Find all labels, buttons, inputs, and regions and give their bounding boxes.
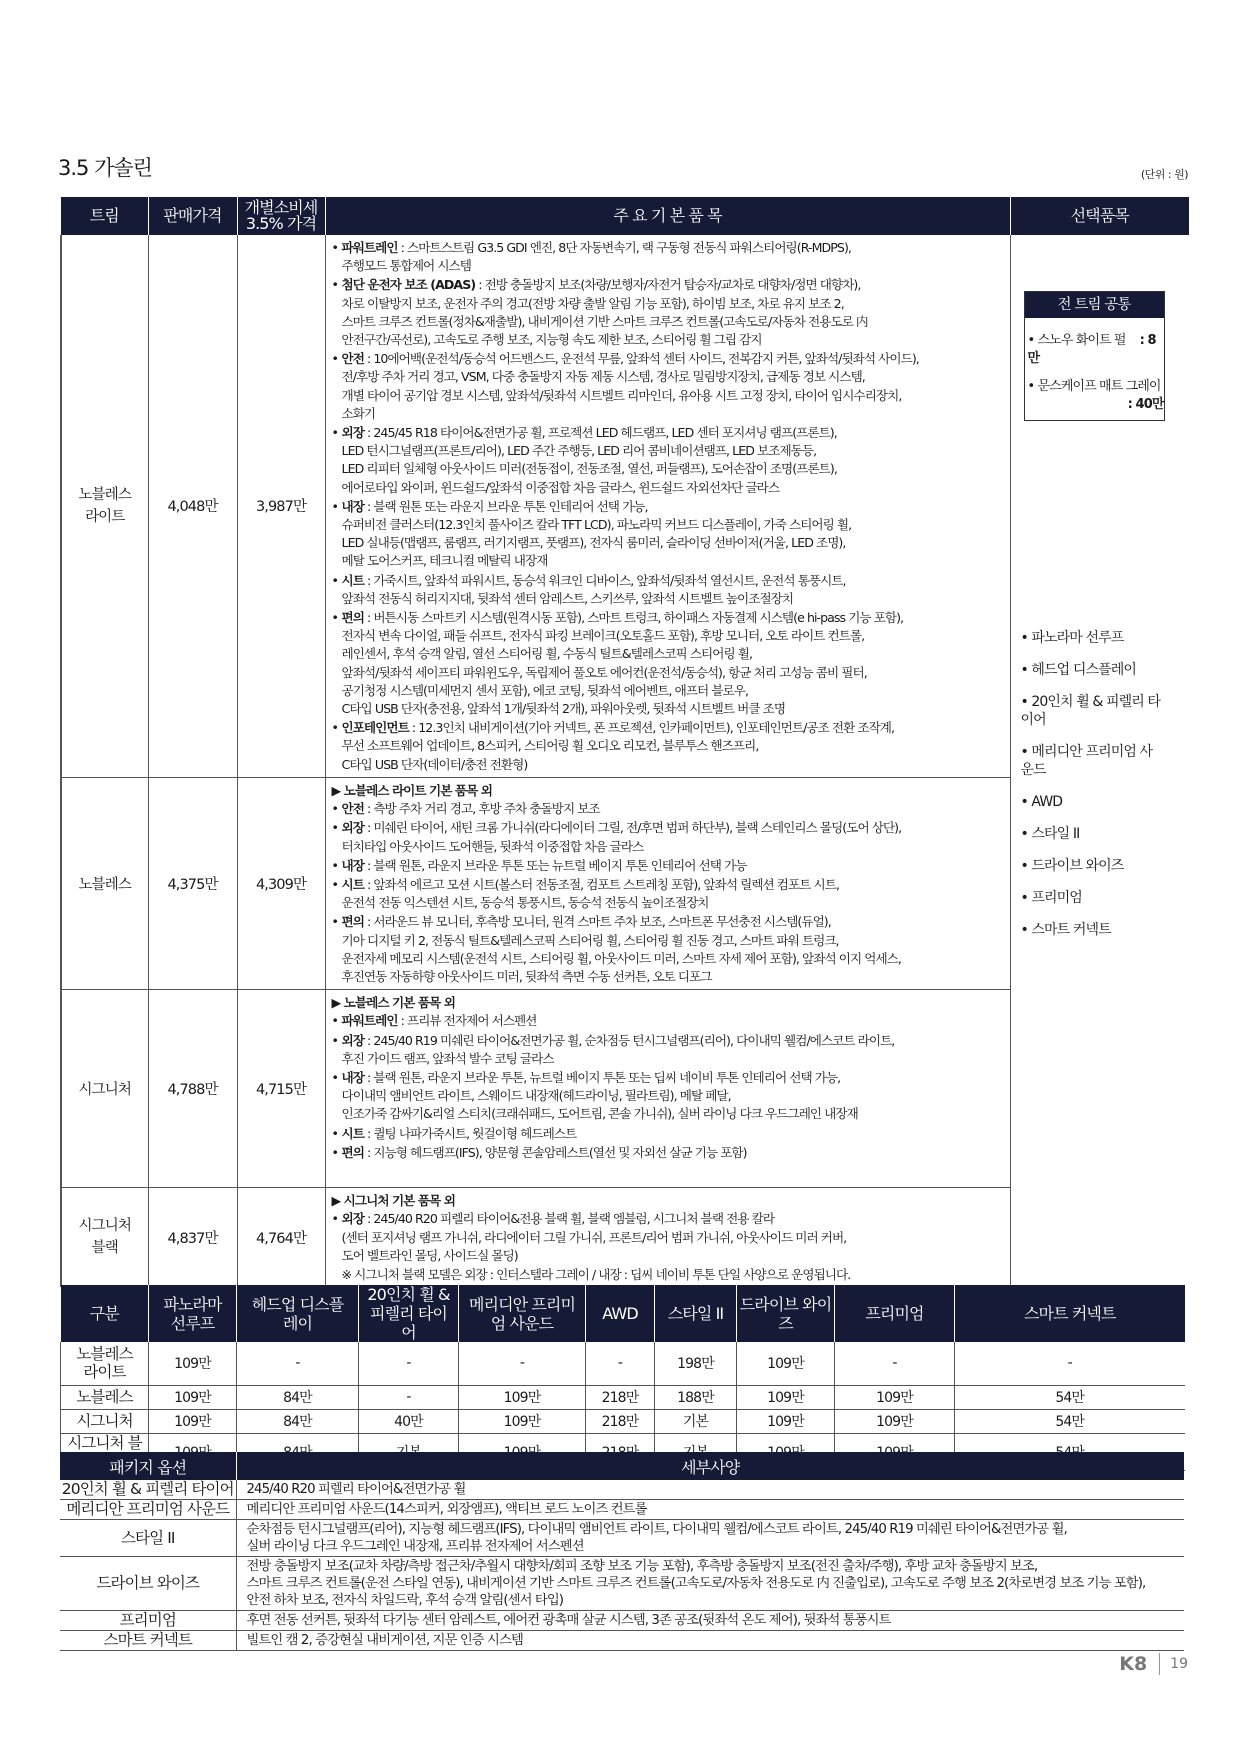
feature-line: • 안전 : 측방 주차 거리 경고, 후방 주차 충돌방지 보조 [332,800,1004,818]
bullet: • [331,351,338,367]
price-cell: 109만 [737,1385,835,1409]
price-cell: - [459,1342,586,1385]
trim-tax-price: 3,987만 [237,235,325,777]
package-detail-line: 순차점등 턴시그널램프(리어), 지능형 헤드램프(IFS), 다이내믹 앰비언트 라이트, 다이내믹 웰컴/에스코트 라이트, 245/40 R19 미쉐린 타이어&전면가공 휠, [246,1522,1067,1537]
feature-line: • 외장 : 미쉐린 타이어, 새틴 크롬 가니쉬(라디에이터 그릴, 전/후면 범퍼 하단부), 블랙 스테인리스 몰딩(도어 상단), [332,819,1004,837]
package-row [60,1631,1184,1651]
feature-text: 안전구간/곡선로), 고속도로 주행 보조, 지능형 속도 제한 보조, 스티어링 휠 그립 감지 [341,332,762,348]
price-cell: 109만 [835,1409,955,1433]
bullet: • [331,610,338,626]
price-col-header: 파노라마 선루프 [149,1285,237,1342]
common-options-box [1024,291,1165,421]
feature-line [332,1050,1004,1068]
bullet: • [331,425,338,441]
price-cell: 기본 [655,1409,737,1433]
feature-line [332,387,1004,405]
feature-group [332,1210,1004,1265]
feature-text: 측방 주차 거리 경고, 후방 주차 충돌방지 보조 [373,801,600,817]
feature-line: • 내장 : 블랙 원톤 또는 라운지 브라운 투톤 인테리어 선택 가능, [332,498,1004,516]
feature-line [332,700,1004,718]
price-col-header: 메리디안 프리미엄 사운드 [459,1285,586,1342]
common-options-title: 전 트림 공통 [1025,292,1164,318]
bullet: • [331,1069,338,1085]
feature-line [332,664,1004,682]
feature-line [332,516,1004,534]
package-detail [236,1631,1184,1651]
bullet: • [331,1032,338,1048]
feature-group [332,498,1004,571]
feature-text: 미쉐린 타이어, 새틴 크롬 가니쉬(라디에이터 그릴, 전/후면 범퍼 하단부), 블랙 스테인리스 몰딩(도어 상단), [373,820,902,836]
trim-features [325,990,1010,1188]
price-row [61,1409,1185,1433]
trim-tax-price: 4,309만 [237,777,325,989]
option-list-item: • 헤드업 디스플레이 [1020,662,1136,678]
col-header-options: 선택품목 [1010,197,1189,235]
feature-line [332,756,1004,774]
trim-note: ※ 시그니처 블랙 모델은 외장 : 인터스텔라 그레이 / 내장 : 딥씨 네이비 투톤 단일 사양으로 운영됩니다. [341,1266,851,1282]
feature-line [332,257,1004,275]
feature-line [332,460,1004,478]
package-name: 스타일 II [60,1520,236,1557]
feature-label: 외장 [341,820,364,836]
option-name: 스타일 II [1031,826,1080,842]
package-name: 드라이브 와이즈 [60,1557,236,1611]
package-detail [236,1611,1184,1631]
feature-line [332,894,1004,912]
feature-label: 내장 [341,498,364,514]
feature-text: 개별 타이어 공기압 경보 시스템, 앞좌석/뒷좌석 시트벨트 리마인더, 유아용 시트 고정 장치, 타이어 임시수리장치, [341,387,902,403]
trim-name: 시그니처 [61,990,148,1188]
package-detail-line: 안전 하차 보조, 전자식 차일드락, 후석 승객 알림(센서 타입) [246,1593,564,1608]
feature-text: 앞좌석 전동식 허리지지대, 뒷좌석 센터 암레스트, 스키쓰루, 앞좌석 시트벨트 높이조절장치 [341,590,794,606]
option-list-item: • 드라이브 와이즈 [1020,858,1124,874]
price-row-label: 시그니처 블 [61,1433,149,1470]
feature-label: 시트 [341,1125,364,1141]
feature-line: • 시트 : 가죽시트, 앞좌석 파워시트, 동승석 워크인 디바이스, 앞좌석/뒷좌석 열선시트, 운전석 통풍시트, [332,572,1004,590]
feature-line [332,552,1004,570]
feature-label: 내장 [341,857,364,873]
price-col-header: 구분 [61,1285,149,1342]
option-list-item: • 메리디안 프리미엄 사운드 [1020,744,1153,778]
trim-price: 4,837만 [148,1188,237,1287]
feature-label: 시트 [341,572,364,588]
price-cell: - [237,1342,359,1385]
price-row-label: 시그니처 [61,1409,149,1433]
trim-price: 4,788만 [148,990,237,1188]
feature-text: 인조가죽 감싸기&리얼 스티치(크래쉬패드, 도어트림, 콘솔 가니쉬), 실버 라이닝 다크 우드그레인 내장재 [341,1106,858,1122]
trim-features [325,235,1010,777]
feature-line [332,627,1004,645]
common-option-item: • 문스케이프 매트 그레이 : 40만 [1027,379,1164,412]
price-col-header: 프리미엄 [835,1285,955,1342]
package-detail [236,1520,1184,1557]
trim-tax-price: 4,715만 [237,990,325,1188]
bullet: • [331,857,338,873]
feature-line: • 인포테인먼트 : 12.3인치 내비게이션(기아 커넥트, 폰 프로젝션, 인카페이먼트), 인포테인먼트/공조 전환 조작계, [332,719,1004,737]
col-header-tax-price: 개별소비세 3.5% 가격 [237,197,325,235]
option-name: 프리미엄 [1031,890,1082,906]
feature-text: 12.3인치 내비게이션(기아 커넥트, 폰 프로젝션, 인카페이먼트), 인포테인먼트/공조 전환 조작계, [418,720,895,736]
price-col-header: 스마트 커넥트 [955,1285,1185,1342]
feature-group [332,572,1004,608]
feature-line: • 파워트레인 : 프리뷰 전자제어 서스펜션 [332,1012,1004,1030]
feature-line: • 시트 : 앞좌석 에르고 모션 시트(볼스터 전동조절, 컴포트 스트레칭 포함), 앞좌석 릴렉션 컴포트 시트, [332,876,1004,894]
price-cell: 218만 [586,1385,655,1409]
feature-line [332,368,1004,386]
feature-line [332,682,1004,700]
price-cell: - [586,1342,655,1385]
package-row [60,1557,1184,1611]
package-detail [236,1557,1184,1611]
feature-line [332,442,1004,460]
feature-text: 터치타입 아웃사이드 도어핸들, 뒷좌석 이중접합 차음 글라스 [341,838,644,854]
common-option-name: 문스케이프 매트 그레이 [1037,379,1161,394]
feature-line: • 외장 : 245/45 R18 타이어&전면가공 휠, 프로젝션 LED 헤드램프, LED 센터 포지셔닝 램프(프론트), [332,424,1004,442]
option-price-table [60,1285,1185,1471]
price-cell: 84만 [237,1385,359,1409]
feature-text: 블랙 원톤, 라운지 브라운 투톤, 뉴트럴 베이지 투톤 또는 딥씨 네이비 투톤 인테리어 선택 가능, [373,1069,841,1085]
feature-line: • 편의 : 지능형 헤드램프(IFS), 양문형 콘솔암레스트(열선 및 자외선 살균 기능 포함) [332,1144,1004,1162]
bullet: • [331,820,338,836]
feature-line [332,1087,1004,1105]
feature-label: 안전 [341,801,364,817]
feature-heading: ▶ 시그니처 기본 품목 외 [331,1193,455,1209]
price-cell: - [835,1342,955,1385]
feature-text: 전자식 변속 다이얼, 패들 쉬프트, 전자식 파킹 브레이크(오토홀드 포함), 후방 모니터, 오토 라이트 컨트롤, [341,628,865,644]
feature-line [332,534,1004,552]
price-col-header: 드라이브 와이즈 [737,1285,835,1342]
feature-line [332,950,1004,968]
col-header-trim: 트림 [61,197,148,235]
feature-group [332,1144,1004,1162]
feature-text: 앞좌석/뒷좌석 세이프티 파워윈도우, 독립제어 풀오토 에어컨(운전석/동승석), 항균 처리 고성능 콤비 필터, [341,664,867,680]
price-cell: 84만 [237,1409,359,1433]
feature-text: 운전자세 메모리 시스템(운전석 시트, 스티어링 휠, 아웃사이드 미러, 스마트 자세 제어 포함), 앞좌석 이지 억세스, [341,950,901,966]
feature-text: 무선 소프트웨어 업데이트, 8스피커, 스티어링 휠 오디오 리모컨, 블루투스 핸즈프리, [341,738,759,754]
package-name: 프리미엄 [60,1611,236,1631]
page-number: 19 [1170,1656,1188,1672]
price-cell: 109만 [459,1409,586,1433]
feature-line [332,1247,1004,1265]
trim-name: 노블레스 라이트 [61,235,148,777]
feature-line [332,331,1004,349]
footer-divider [1159,1653,1160,1675]
feature-line [332,1229,1004,1247]
feature-line [332,968,1004,986]
option-list-item: • 스마트 커넥트 [1020,922,1111,938]
package-detail-line: 245/40 R20 피렐리 타이어&전면가공 휠 [246,1482,466,1497]
feature-text: 슈퍼비전 클러스터(12.3인치 풀사이즈 칼라 TFT LCD), 파노라믹 커브드 디스플레이, 가죽 스티어링 휠, [341,517,852,533]
option-name: 헤드업 디스플레이 [1031,662,1136,678]
feature-text: 도어 벨트라인 몰딩, 사이드실 몰딩) [341,1247,518,1263]
feature-label: 외장 [341,425,364,441]
feature-group [332,1069,1004,1124]
package-name: 스마트 커넥트 [60,1631,236,1651]
bullet: • [331,801,338,817]
feature-text: LED 턴시그널램프(프론트/리어), LED 주간 주행등, LED 리어 콤비네이션램프, LED 보조제동등, [341,443,817,459]
common-option-name: 스노우 화이트 펄 [1037,333,1126,348]
feature-line: • 편의 : 서라운드 뷰 모니터, 후측방 모니터, 원격 스마트 주차 보조, 스마트폰 무선충전 시스템(듀얼), [332,913,1004,931]
price-cell: - [359,1342,459,1385]
feature-label: 외장 [341,1211,364,1227]
feature-text: 프리뷰 전자제어 서스펜션 [406,1013,537,1029]
feature-group [332,239,1004,275]
feature-label: 안전 [341,351,364,367]
feature-line [332,405,1004,423]
trim-features [325,777,1010,989]
option-name: 파노라마 선루프 [1031,630,1124,646]
feature-text: 레인센서, 후석 승객 알림, 열선 스티어링 휠, 수동식 틸트&텔레스코픽 스티어링 휠, [341,646,753,662]
option-list [1021,629,1161,953]
feature-group [332,350,1004,423]
feature-text: 메탈 도어스커프, 테크니컬 메탈릭 내장재 [341,553,548,569]
package-detail-line: 실버 라이닝 다크 우드그레인 내장재, 프리뷰 전자제어 서스펜션 [246,1539,584,1554]
option-name: 20인치 휠 & 피렐리 타이어 [1020,694,1161,728]
feature-text: 지능형 헤드램프(IFS), 양문형 콘솔암레스트(열선 및 자외선 살균 기능 포함) [373,1144,747,1160]
trim-price: 4,375만 [148,777,237,989]
package-name: 메리디안 프리미엄 사운드 [60,1500,236,1520]
package-detail-line: 빌트인 캠 2, 증강현실 내비게이션, 지문 인증 시스템 [246,1633,523,1648]
option-name: 메리디안 프리미엄 사운드 [1020,744,1153,778]
feature-label: 내장 [341,1069,364,1085]
feature-line [332,932,1004,950]
feature-line [332,590,1004,608]
price-cell: 40만 [359,1409,459,1433]
price-cell: 109만 [737,1342,835,1385]
trim-price: 4,048만 [148,235,237,777]
bullet: • [331,1144,338,1160]
feature-text: LED 실내등(맵램프, 룸램프, 러기지램프, 풋램프), 전자식 룸미러, 슬라이딩 선바이저(거울, LED 조명), [341,535,846,551]
feature-heading: ▶ 노블레스 라이트 기본 품목 외 [331,782,492,798]
price-cell: 109만 [149,1342,237,1385]
option-list-item: • 20인치 휠 & 피렐리 타이어 [1020,694,1161,728]
package-detail [236,1500,1184,1520]
price-cell: - [955,1342,1185,1385]
bullet: • [331,876,338,892]
option-list-item: • AWD [1020,794,1063,810]
bullet: • [331,240,338,255]
price-col-header: 헤드업 디스플레이 [237,1285,359,1342]
feature-label: 첨단 운전자 보조 (ADAS) [341,277,476,293]
feature-line: • 첨단 운전자 보조 (ADAS) : 전방 충돌방지 보조(차량/보행자/자전거 탑승자/교차로 대향차/정면 대향차), [332,276,1004,294]
price-row [61,1385,1185,1409]
bullet: • [331,277,338,293]
feature-text: C타입 USB 단자(충전용, 앞좌석 1개/뒷좌석 2개), 파워아웃렛, 뒷좌석 시트벨트 버클 조명 [341,701,786,717]
feature-line [332,645,1004,663]
price-cell: 218만 [586,1409,655,1433]
feature-text: C타입 USB 단자(데이터/충전 전환형) [341,756,528,772]
feature-text: 다이내믹 앰비언트 라이트, 스웨이드 내장재(헤드라이닝, 필라트림), 메탈 페달, [341,1088,731,1104]
feature-text: 10에어백(운전석/동승석 어드밴스드, 운전석 무릎, 앞좌석 센터 사이드, 전복감지 커튼, 앞좌석/뒷좌석 사이드), [373,351,919,367]
feature-group [332,276,1004,349]
feature-line: • 외장 : 245/40 R19 미쉐린 타이어&전면가공 휠, 순차점등 턴시그널램프(리어), 다이내믹 웰컴/에스코트 라이트, [332,1032,1004,1050]
package-detail-line: 전방 충돌방지 보조(교차 차량/측방 접근차/추월시 대향차/회피 조향 보조 기능 포함), 후측방 충돌방지 보조(전진 출차/주행), 후방 교차 충돌방지 보조, [246,1559,1038,1574]
feature-heading: ▶ 노블레스 기본 품목 외 [331,995,455,1011]
option-list-item: • 스타일 II [1020,826,1080,842]
common-option-item: • 스노우 화이트 펄 : 8만 [1027,333,1156,366]
feature-group [332,1012,1004,1030]
section-title: 3.5 가솔린 [58,156,152,180]
trim-tax-price: 4,764만 [237,1188,325,1287]
price-cell: 54만 [955,1409,1185,1433]
option-list-item: • 파노라마 선루프 [1020,630,1124,646]
common-option-price: : 8만 [1027,333,1156,366]
feature-line: • 편의 : 버튼시동 스마트키 시스템(원격시동 포함), 스마트 트렁크, 하이패스 자동결제 시스템(e hi-pass 기능 포함), [332,609,1004,627]
price-row-label: 노블레스 라이트 [61,1342,149,1385]
feature-text: 버튼시동 스마트키 시스템(원격시동 포함), 스마트 트렁크, 하이패스 자동결제 시스템(e hi-pass 기능 포함), [373,610,904,626]
feature-group [332,1125,1004,1143]
feature-text: 운전석 전동 익스텐션 시트, 동승석 통풍시트, 동승석 전동식 높이조절장치 [341,895,709,911]
feature-text: LED 리피터 일체형 아웃사이드 미러(전동접이, 전동조절, 열선, 퍼들램프), 도어손잡이 조명(프론트), [341,461,837,477]
feature-text: 서라운드 뷰 모니터, 후측방 모니터, 원격 스마트 주차 보조, 스마트폰 무선충전 시스템(듀얼), [373,914,831,930]
feature-text: 가죽시트, 앞좌석 파워시트, 동승석 워크인 디바이스, 앞좌석/뒷좌석 열선시트, 운전석 통풍시트, [373,572,846,588]
price-cell: 109만 [835,1385,955,1409]
feature-label: 파워트레인 [341,240,398,255]
price-cell: 109만 [737,1409,835,1433]
feature-label: 외장 [341,1032,364,1048]
price-col-header: 스타일 II [655,1285,737,1342]
feature-line [332,479,1004,497]
trim-name: 노블레스 [61,777,148,989]
feature-line: • 내장 : 블랙 원톤, 라운지 브라운 투톤 또는 뉴트럴 베이지 투톤 인테리어 선택 가능 [332,857,1004,875]
bullet: • [331,1013,338,1029]
feature-text: 앞좌석 에르고 모션 시트(볼스터 전동조절, 컴포트 스트레칭 포함), 앞좌석 릴렉션 컴포트 시트, [373,876,839,892]
feature-text: 245/40 R20 피렐리 타이어&전용 블랙 휠, 블랙 엠블럼, 시그니처 블랙 전용 칼라 [373,1211,775,1227]
option-name: 드라이브 와이즈 [1031,858,1124,874]
feature-line [332,295,1004,313]
option-column [1010,235,1189,1287]
feature-line: • 파워트레인 : 스마트스트림 G3.5 GDI 엔진, 8단 자동변속기, 랙 구동형 전동식 파워스티어링(R-MDPS), [332,239,1004,257]
feature-label: 편의 [341,610,364,626]
feature-text: 후진연동 자동하향 아웃사이드 미러, 뒷좌석 측면 수동 선커튼, 오토 디포그 [341,968,712,984]
col-header-price: 판매가격 [148,197,237,235]
feature-line [332,838,1004,856]
feature-text: 스마트스트림 G3.5 GDI 엔진, 8단 자동변속기, 랙 구동형 전동식 파워스티어링(R-MDPS), [406,240,851,255]
feature-text: 소화기 [341,405,376,421]
feature-text: 245/40 R19 미쉐린 타이어&전면가공 휠, 순차점등 턴시그널램프(리어), 다이내믹 웰컴/에스코트 라이트, [373,1032,895,1048]
feature-line [332,1105,1004,1123]
feature-line: • 시트 : 퀼팅 나파가죽시트, 웟걸이형 헤드레스트 [332,1125,1004,1143]
feature-group [332,800,1004,818]
package-option-table [60,1452,1184,1651]
feature-text: 전/후방 주차 거리 경고, VSM, 다중 충돌방지 자동 제동 시스템, 경사로 밀림방지장치, 급제동 경보 시스템, [341,369,865,385]
trim-name: 시그니처 블랙 [61,1188,148,1287]
feature-label: 편의 [341,914,364,930]
package-name: 20인치 휠 & 피렐리 타이어 [60,1480,236,1500]
bullet: • [331,720,338,736]
feature-text: 스마트 크루즈 컨트롤(정차&재출발), 내비게이션 기반 스마트 크루즈 컨트롤(고속도로/자동차 전용도로 内 [341,313,868,329]
price-cell: 109만 [149,1409,237,1433]
feature-text: (센터 포지셔닝 램프 가니쉬, 라디에이터 그릴 가니쉬, 프론트/리어 범퍼 가니쉬, 아웃사이드 미러 커버, [341,1229,847,1245]
trim-feature-table [60,197,1189,1287]
price-cell: 109만 [149,1385,237,1409]
option-name: 스마트 커넥트 [1031,922,1111,938]
feature-text: 전방 충돌방지 보조(차량/보행자/자전거 탑승자/교차로 대향차/정면 대향차), [484,277,861,293]
feature-label: 시트 [341,876,364,892]
feature-text: 공기청정 시스템(미세먼지 센서 포함), 에코 코팅, 뒷좌석 에어벤트, 애프터 블로우, [341,682,749,698]
package-row [60,1500,1184,1520]
common-option-price: : 40만 [1127,397,1164,412]
pkg-header-name: 패키지 옵션 [60,1452,236,1480]
price-cell: 198만 [655,1342,737,1385]
package-row [60,1520,1184,1557]
feature-label: 파워트레인 [341,1013,398,1029]
feature-line: • 내장 : 블랙 원톤, 라운지 브라운 투톤, 뉴트럴 베이지 투톤 또는 딥씨 네이비 투톤 인테리어 선택 가능, [332,1069,1004,1087]
trim-features [325,1188,1010,1287]
package-row [60,1480,1184,1500]
feature-group [332,819,1004,855]
unit-label: (단위 : 원) [1140,168,1188,181]
price-cell: - [359,1385,459,1409]
package-detail-line: 후면 전동 선커튼, 뒷좌석 다기능 센터 암레스트, 에어컨 광촉매 살균 시스템, 3존 공조(뒷좌석 온도 제어), 뒷좌석 통풍시트 [246,1613,891,1628]
bullet: • [331,498,338,514]
feature-text: 주행모드 통합제어 시스템 [341,258,471,274]
feature-group [332,857,1004,875]
feature-text: 245/45 R18 타이어&전면가공 휠, 프로젝션 LED 헤드램프, LED 센터 포지셔닝 램프(프론트), [373,425,837,441]
feature-group [332,913,1004,986]
package-row [60,1611,1184,1631]
feature-group [332,876,1004,912]
feature-text: 후진 가이드 램프, 앞좌석 발수 코팅 글라스 [341,1050,554,1066]
feature-line: • 안전 : 10에어백(운전석/동승석 어드밴스드, 운전석 무릎, 앞좌석 센터 사이드, 전복감지 커튼, 앞좌석/뒷좌석 사이드), [332,350,1004,368]
option-list-item: • 프리미엄 [1020,890,1082,906]
feature-text: 에어로타입 와이퍼, 윈드쉴드/앞좌석 이중접합 차음 글라스, 윈드쉴드 자외선차단 글라스 [341,479,780,495]
feature-group [332,609,1004,718]
price-cell: 109만 [459,1385,586,1409]
price-cell: 54만 [955,1385,1185,1409]
package-detail-line: 스마트 크루즈 컨트롤(운전 스타일 연동), 내비게이션 기반 스마트 크루즈 컨트롤(고속도로/자동차 전용도로 内 진출입로), 고속도로 주행 보조 2(차로변경 보조 기능 포함), [246,1576,1146,1591]
feature-line [332,313,1004,331]
bullet: • [331,914,338,930]
price-col-header: AWD [586,1285,655,1342]
package-detail-line: 메리디안 프리미엄 사운드(14스피커, 외장앰프), 액티브 로드 노이즈 컨트롤 [246,1502,647,1517]
feature-group [332,719,1004,774]
price-row [61,1342,1185,1385]
feature-line: • 외장 : 245/40 R20 피렐리 타이어&전용 블랙 휠, 블랙 엠블럼, 시그니처 블랙 전용 칼라 [332,1210,1004,1228]
brand-logo: K8 [1119,1653,1148,1675]
feature-label: 편의 [341,1144,364,1160]
package-detail [236,1480,1184,1500]
feature-text: 기아 디지털 키 2, 전동식 틸트&텔레스코픽 스티어링 휠, 스티어링 휠 진동 경고, 스마트 파워 트렁크, [341,932,839,948]
feature-text: 차로 이탈방지 보조, 운전자 주의 경고(전방 차량 출발 알림 기능 포함), 하이빔 보조, 차로 유지 보조 2, [341,295,844,311]
bullet: • [331,1211,338,1227]
col-header-features: 주 요 기 본 품 목 [325,197,1010,235]
feature-text: 퀼팅 나파가죽시트, 웟걸이형 헤드레스트 [373,1125,577,1141]
feature-group [332,424,1004,497]
page-footer [1119,1653,1188,1675]
trim-row [61,235,1189,777]
feature-text: 블랙 원톤 또는 라운지 브라운 투톤 인테리어 선택 가능, [373,498,648,514]
feature-label: 인포테인먼트 [341,720,409,736]
price-row-label: 노블레스 [61,1385,149,1409]
price-col-header: 20인치 휠 & 피렐리 타이어 [359,1285,459,1342]
bullet: • [331,1125,338,1141]
pkg-header-detail: 세부사양 [236,1452,1184,1480]
option-name: AWD [1031,794,1063,810]
price-cell: 188만 [655,1385,737,1409]
feature-line [332,737,1004,755]
feature-group [332,1032,1004,1068]
feature-text: 블랙 원톤, 라운지 브라운 투톤 또는 뉴트럴 베이지 투톤 인테리어 선택 가능 [373,857,747,873]
bullet: • [331,572,338,588]
